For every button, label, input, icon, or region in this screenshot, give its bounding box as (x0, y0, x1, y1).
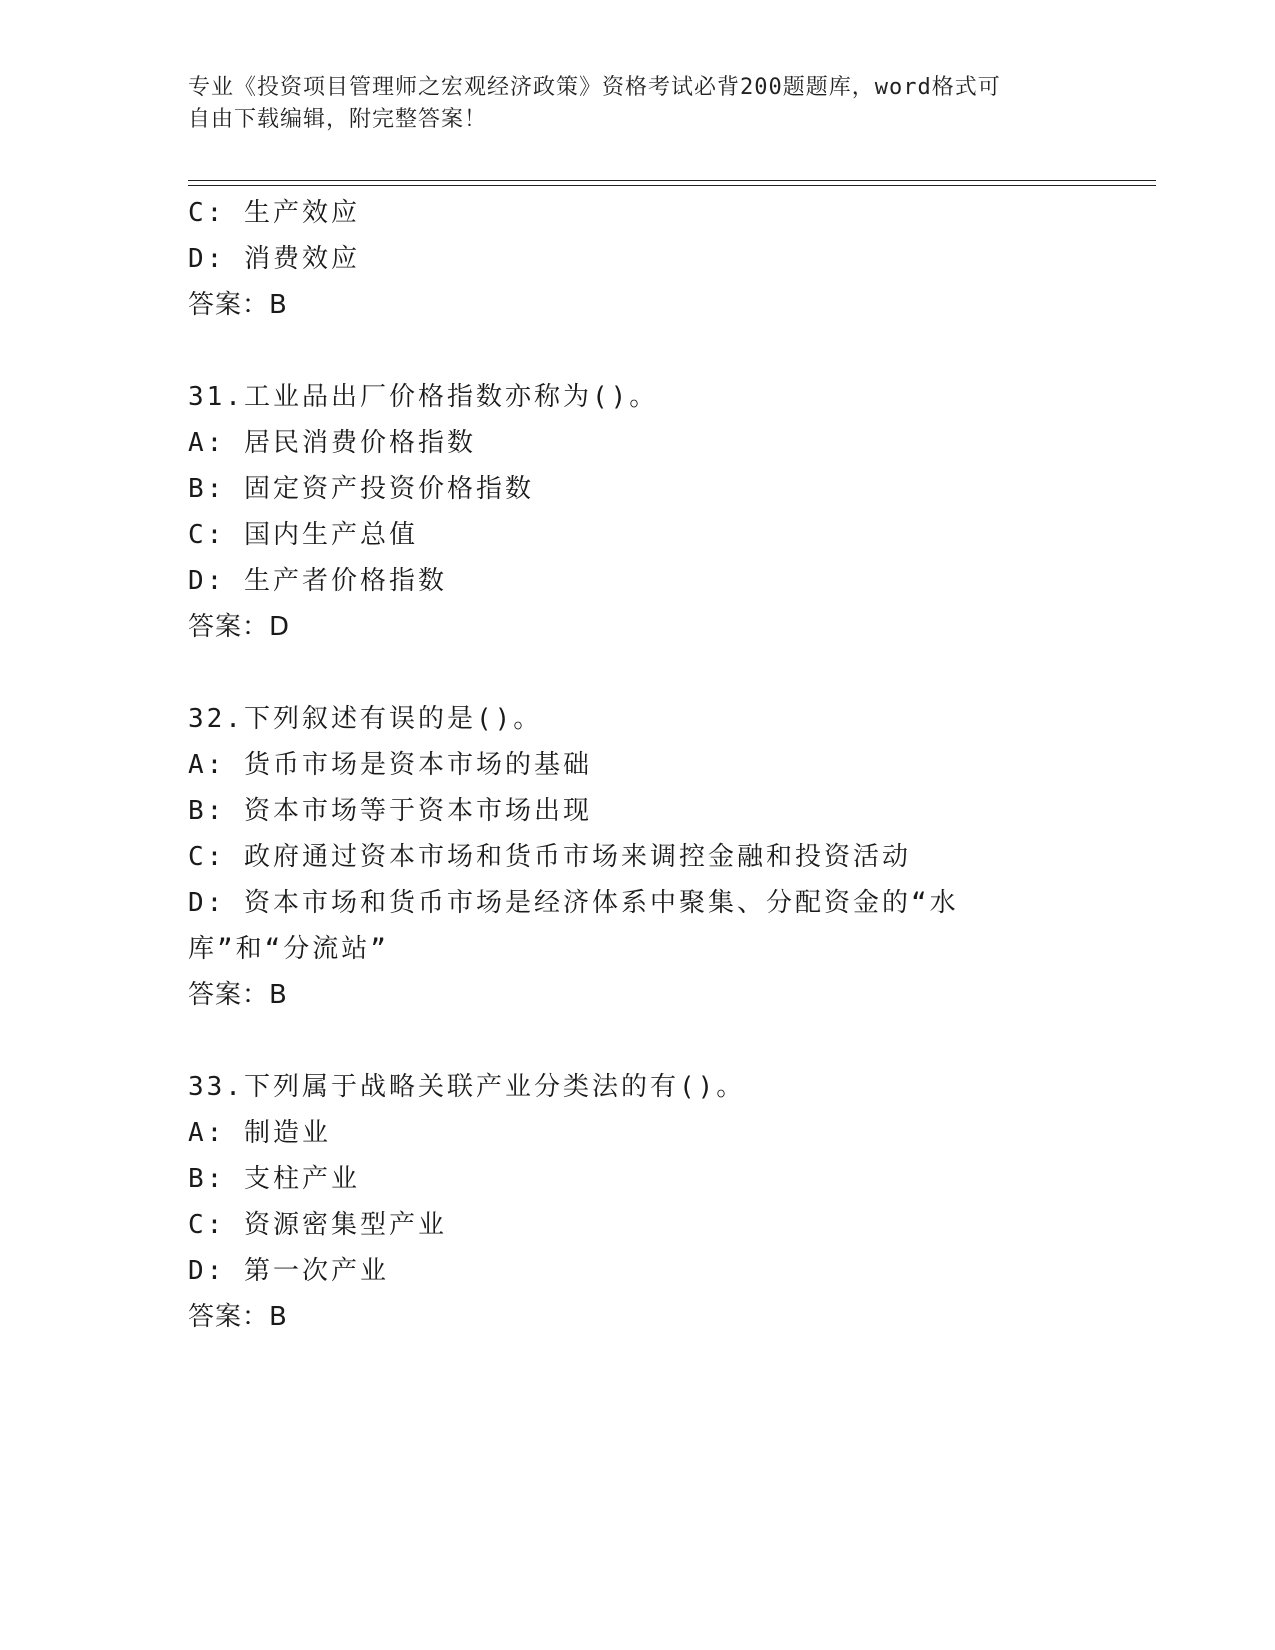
answer-line: 答案：B (188, 290, 288, 320)
question-32 (188, 696, 1068, 1018)
option-c: C: 生产效应 (188, 198, 360, 228)
option-b: B: 固定资产投资价格指数 (188, 474, 534, 504)
option-d: D: 生产者价格指数 (188, 566, 447, 596)
answer-line: 答案：B (188, 1302, 288, 1332)
option-c: C: 政府通过资本市场和货币市场来调控金融和投资活动 (188, 842, 911, 872)
option-d: D: 消费效应 (188, 244, 360, 274)
option-a: A: 居民消费价格指数 (188, 428, 476, 458)
question-stem: 31.工业品出厂价格指数亦称为()。 (188, 382, 659, 412)
question-stem: 32.下列叙述有误的是()。 (188, 704, 543, 734)
option-a: A: 制造业 (188, 1118, 331, 1148)
option-d: D: 第一次产业 (188, 1256, 389, 1286)
option-b: B: 支柱产业 (188, 1164, 360, 1194)
question-stem: 33.下列属于战略关联产业分类法的有()。 (188, 1072, 746, 1102)
document-header (188, 72, 1068, 136)
previous-question-tail (188, 190, 1068, 328)
question-content (188, 190, 1068, 1340)
option-b: B: 资本市场等于资本市场出现 (188, 796, 592, 826)
option-d: D: 资本市场和货币市场是经济体系中聚集、分配资金的“水库”和“分流站” (188, 888, 959, 964)
header-divider-bottom (188, 185, 1156, 186)
header-divider-top (188, 180, 1156, 181)
option-a: A: 货币市场是资本市场的基础 (188, 750, 592, 780)
answer-line: 答案：B (188, 980, 288, 1010)
answer-line: 答案：D (188, 612, 291, 642)
option-c: C: 资源密集型产业 (188, 1210, 447, 1240)
header-line-1: 专业《投资项目管理师之宏观经济政策》资格考试必背200题题库，word格式可 (188, 75, 1001, 100)
header-line-2: 自由下载编辑，附完整答案！ (188, 107, 488, 132)
option-c: C: 国内生产总值 (188, 520, 418, 550)
question-33 (188, 1064, 1068, 1340)
question-31 (188, 374, 1068, 650)
